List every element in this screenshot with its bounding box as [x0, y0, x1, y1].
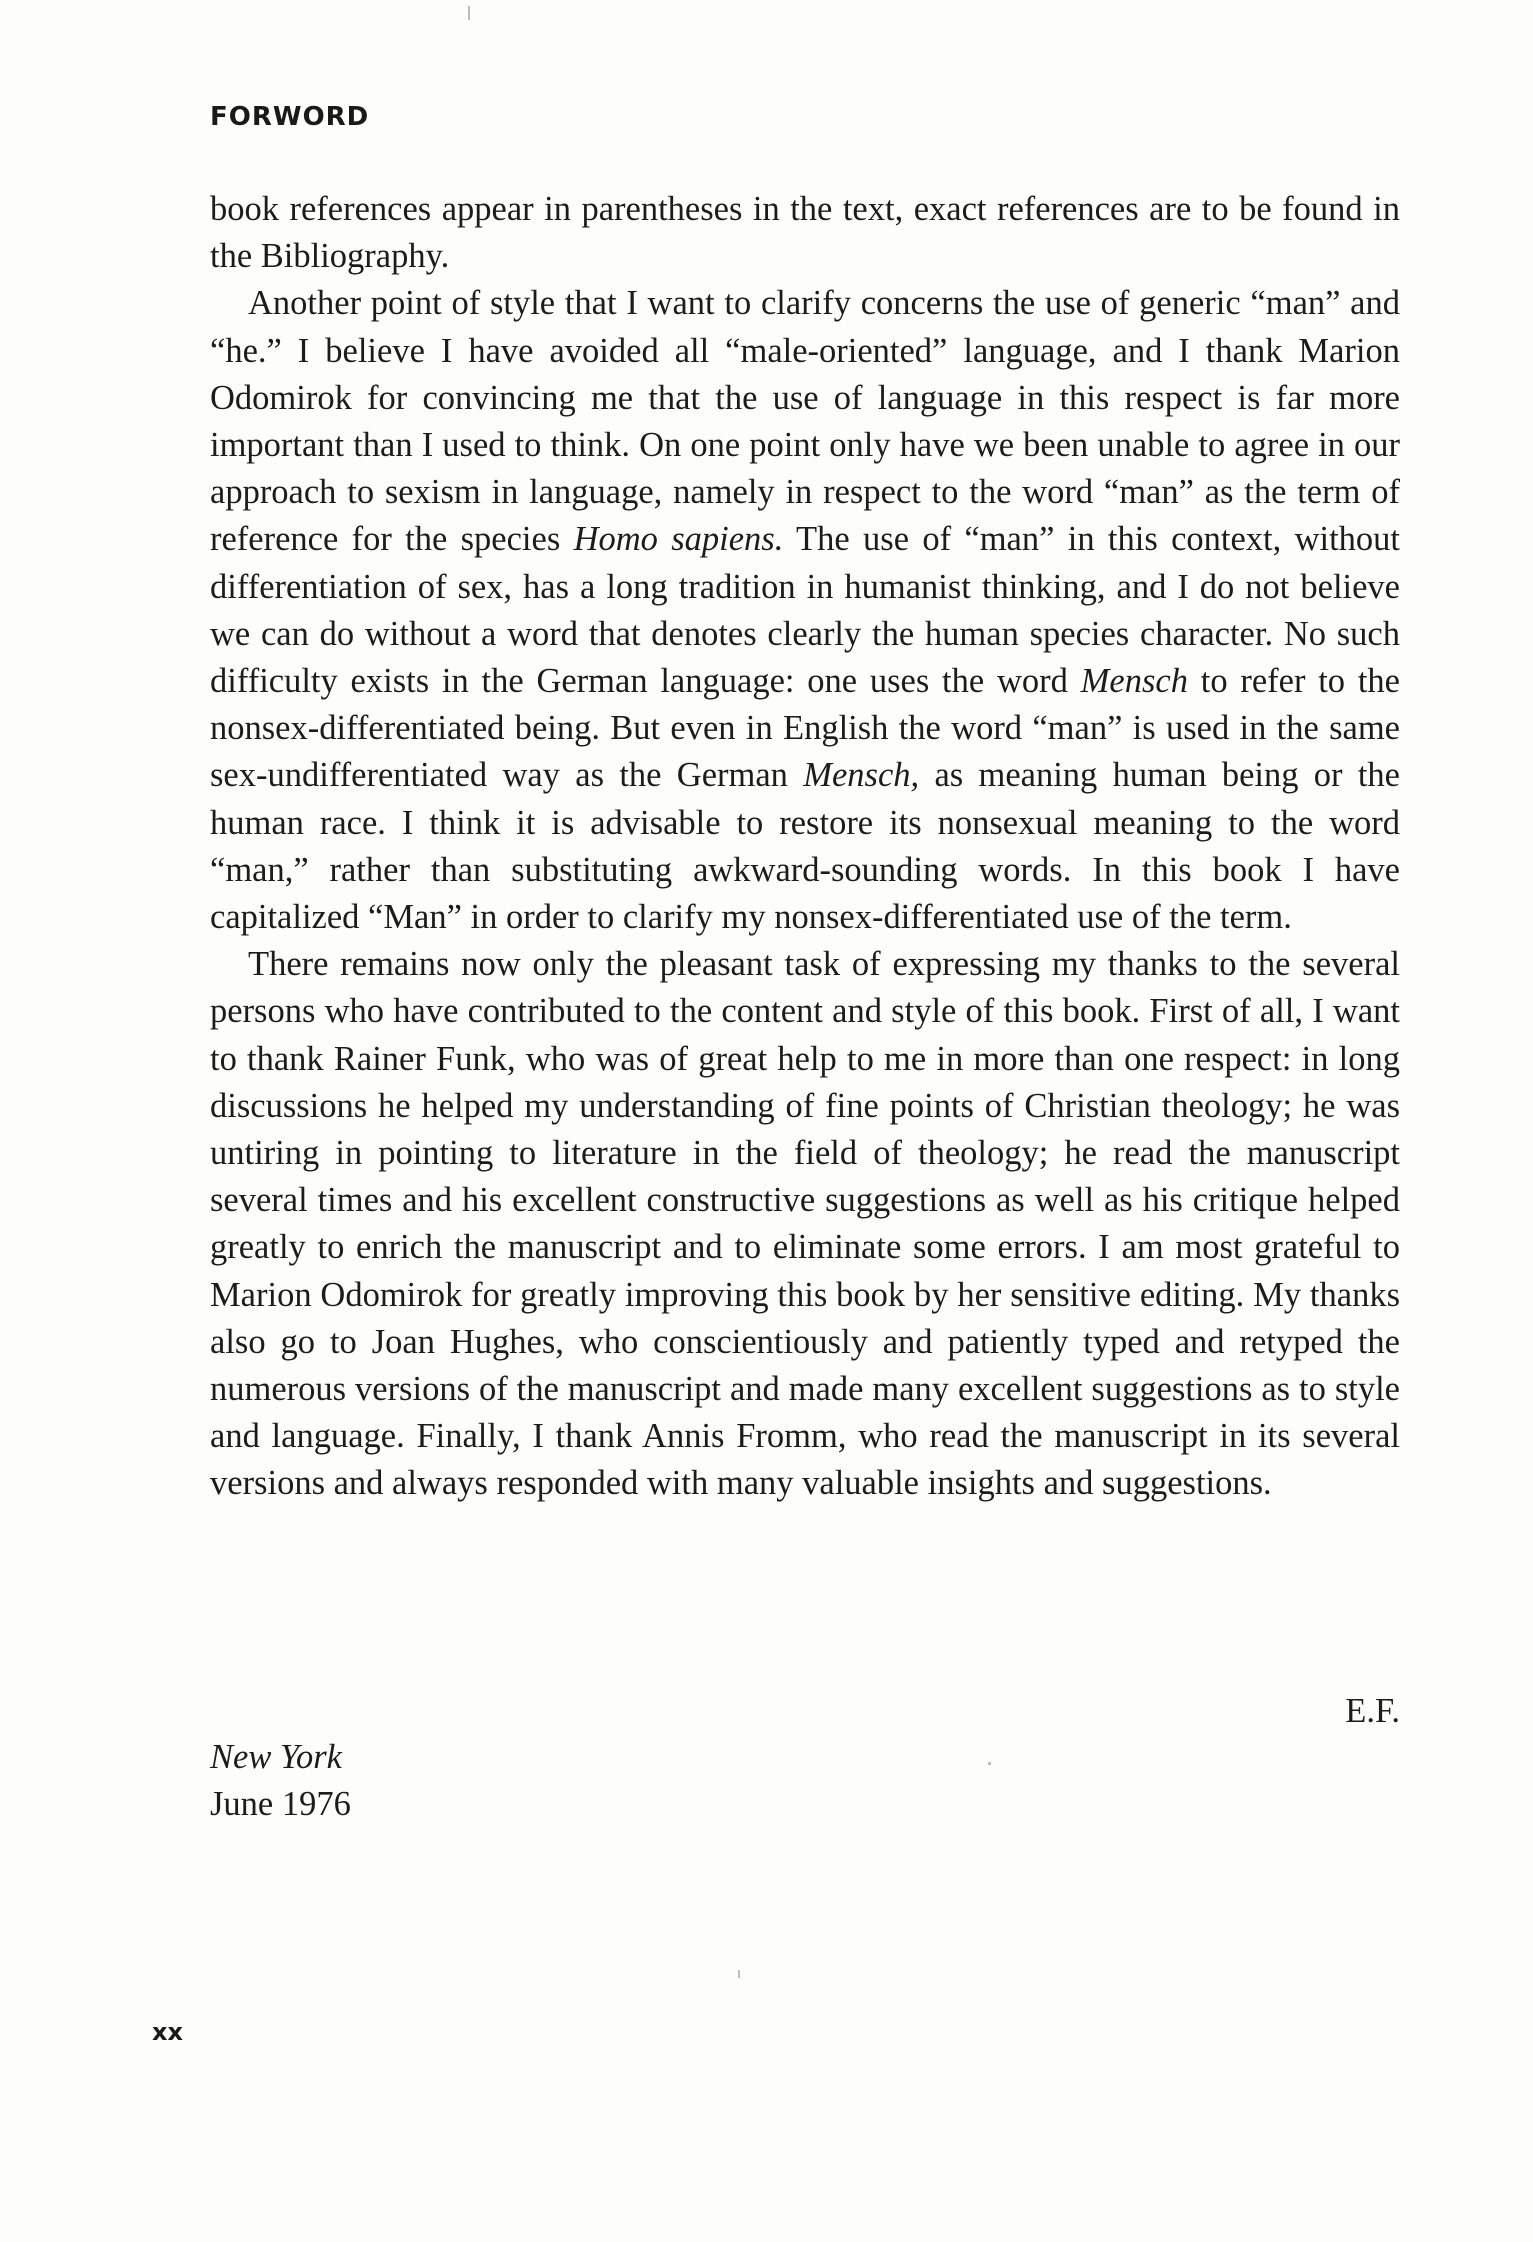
scan-speck [988, 1762, 991, 1765]
paragraph-3: There remains now only the pleasant task of expressing my thanks to the several persons who have contributed to the content and style of this book. First of all, I want to thank Rainer Funk, who was of great help to me in more than one respect: in long discussions he helped my understanding of fine points of Christian theology; he was untiring in pointing to literature in the field of theology; he read the manuscript several times and his excellent constructive suggestions as well as his critique helped greatly to enrich the manuscript and to eliminate some errors. I am most grateful to Marion Odomirok for greatly improving this book by her sensitive editing. My thanks also go to Joan Hughes, who conscientiously and patiently typed and retyped the numerous versions of the manuscript and made many excellent suggestions as to style and language. Finally, I thank Annis Fromm, who read the manuscript in its several versions and always responded with many valuable insights and suggestions. [210, 945, 1400, 1503]
paragraph-2-part-e: to refer to the nonsex-differentiated being. But even in English the word “man” is used in the same sex-undifferentiated way as the German [210, 662, 1400, 795]
body-text [210, 186, 1400, 1508]
paragraph-2 [210, 280, 1400, 941]
scan-speck [468, 6, 470, 20]
date-line: June 1976 [210, 1785, 351, 1823]
paragraph-2-part-g: as meaning human being or the human race. I think it is advisable to restore its nonsexual meaning to the word “man,” rather than substituting awkward-sounding words. In this book I have capitalized “Man” in order to clarify my nonsex-differentiated use of the term. [210, 756, 1400, 937]
page-number: xx [152, 2018, 183, 2046]
paragraph-2-italic-mensch-2: Mensch, [803, 756, 920, 795]
paragraph-2-italic-homo-sapiens: Homo sapiens. [573, 520, 784, 559]
scan-speck [738, 1970, 740, 1978]
paragraph-2-part-a: Another point of style that I want to clarify concerns the use of generic “man” and “he.” I believe I have avoided all “male-oriented” language, and I thank Marion Odomirok for convincing me that the use of language in this respect is far more important than I used to think. On one point only have we been unable to agree in our approach to sexism in language, namely in respect to the word “man” as the term of reference for the species [210, 284, 1400, 559]
place-line: New York [210, 1738, 342, 1776]
running-head: FORWORD [210, 102, 370, 132]
signature-initials: E.F. [1345, 1692, 1400, 1730]
paragraph-1: book references appear in parentheses in the text, exact references are to be found in the Bibliography. [210, 190, 1400, 276]
paragraph-2-italic-mensch: Mensch [1080, 662, 1188, 701]
paragraph-2-part-c: The use of “man” in this context, without differentiation of sex, has a long tradition in humanist thinking, and I do not believe we can do without a word that denotes clearly the human species character. No such difficulty exists in the German language: one uses the word [210, 520, 1400, 701]
